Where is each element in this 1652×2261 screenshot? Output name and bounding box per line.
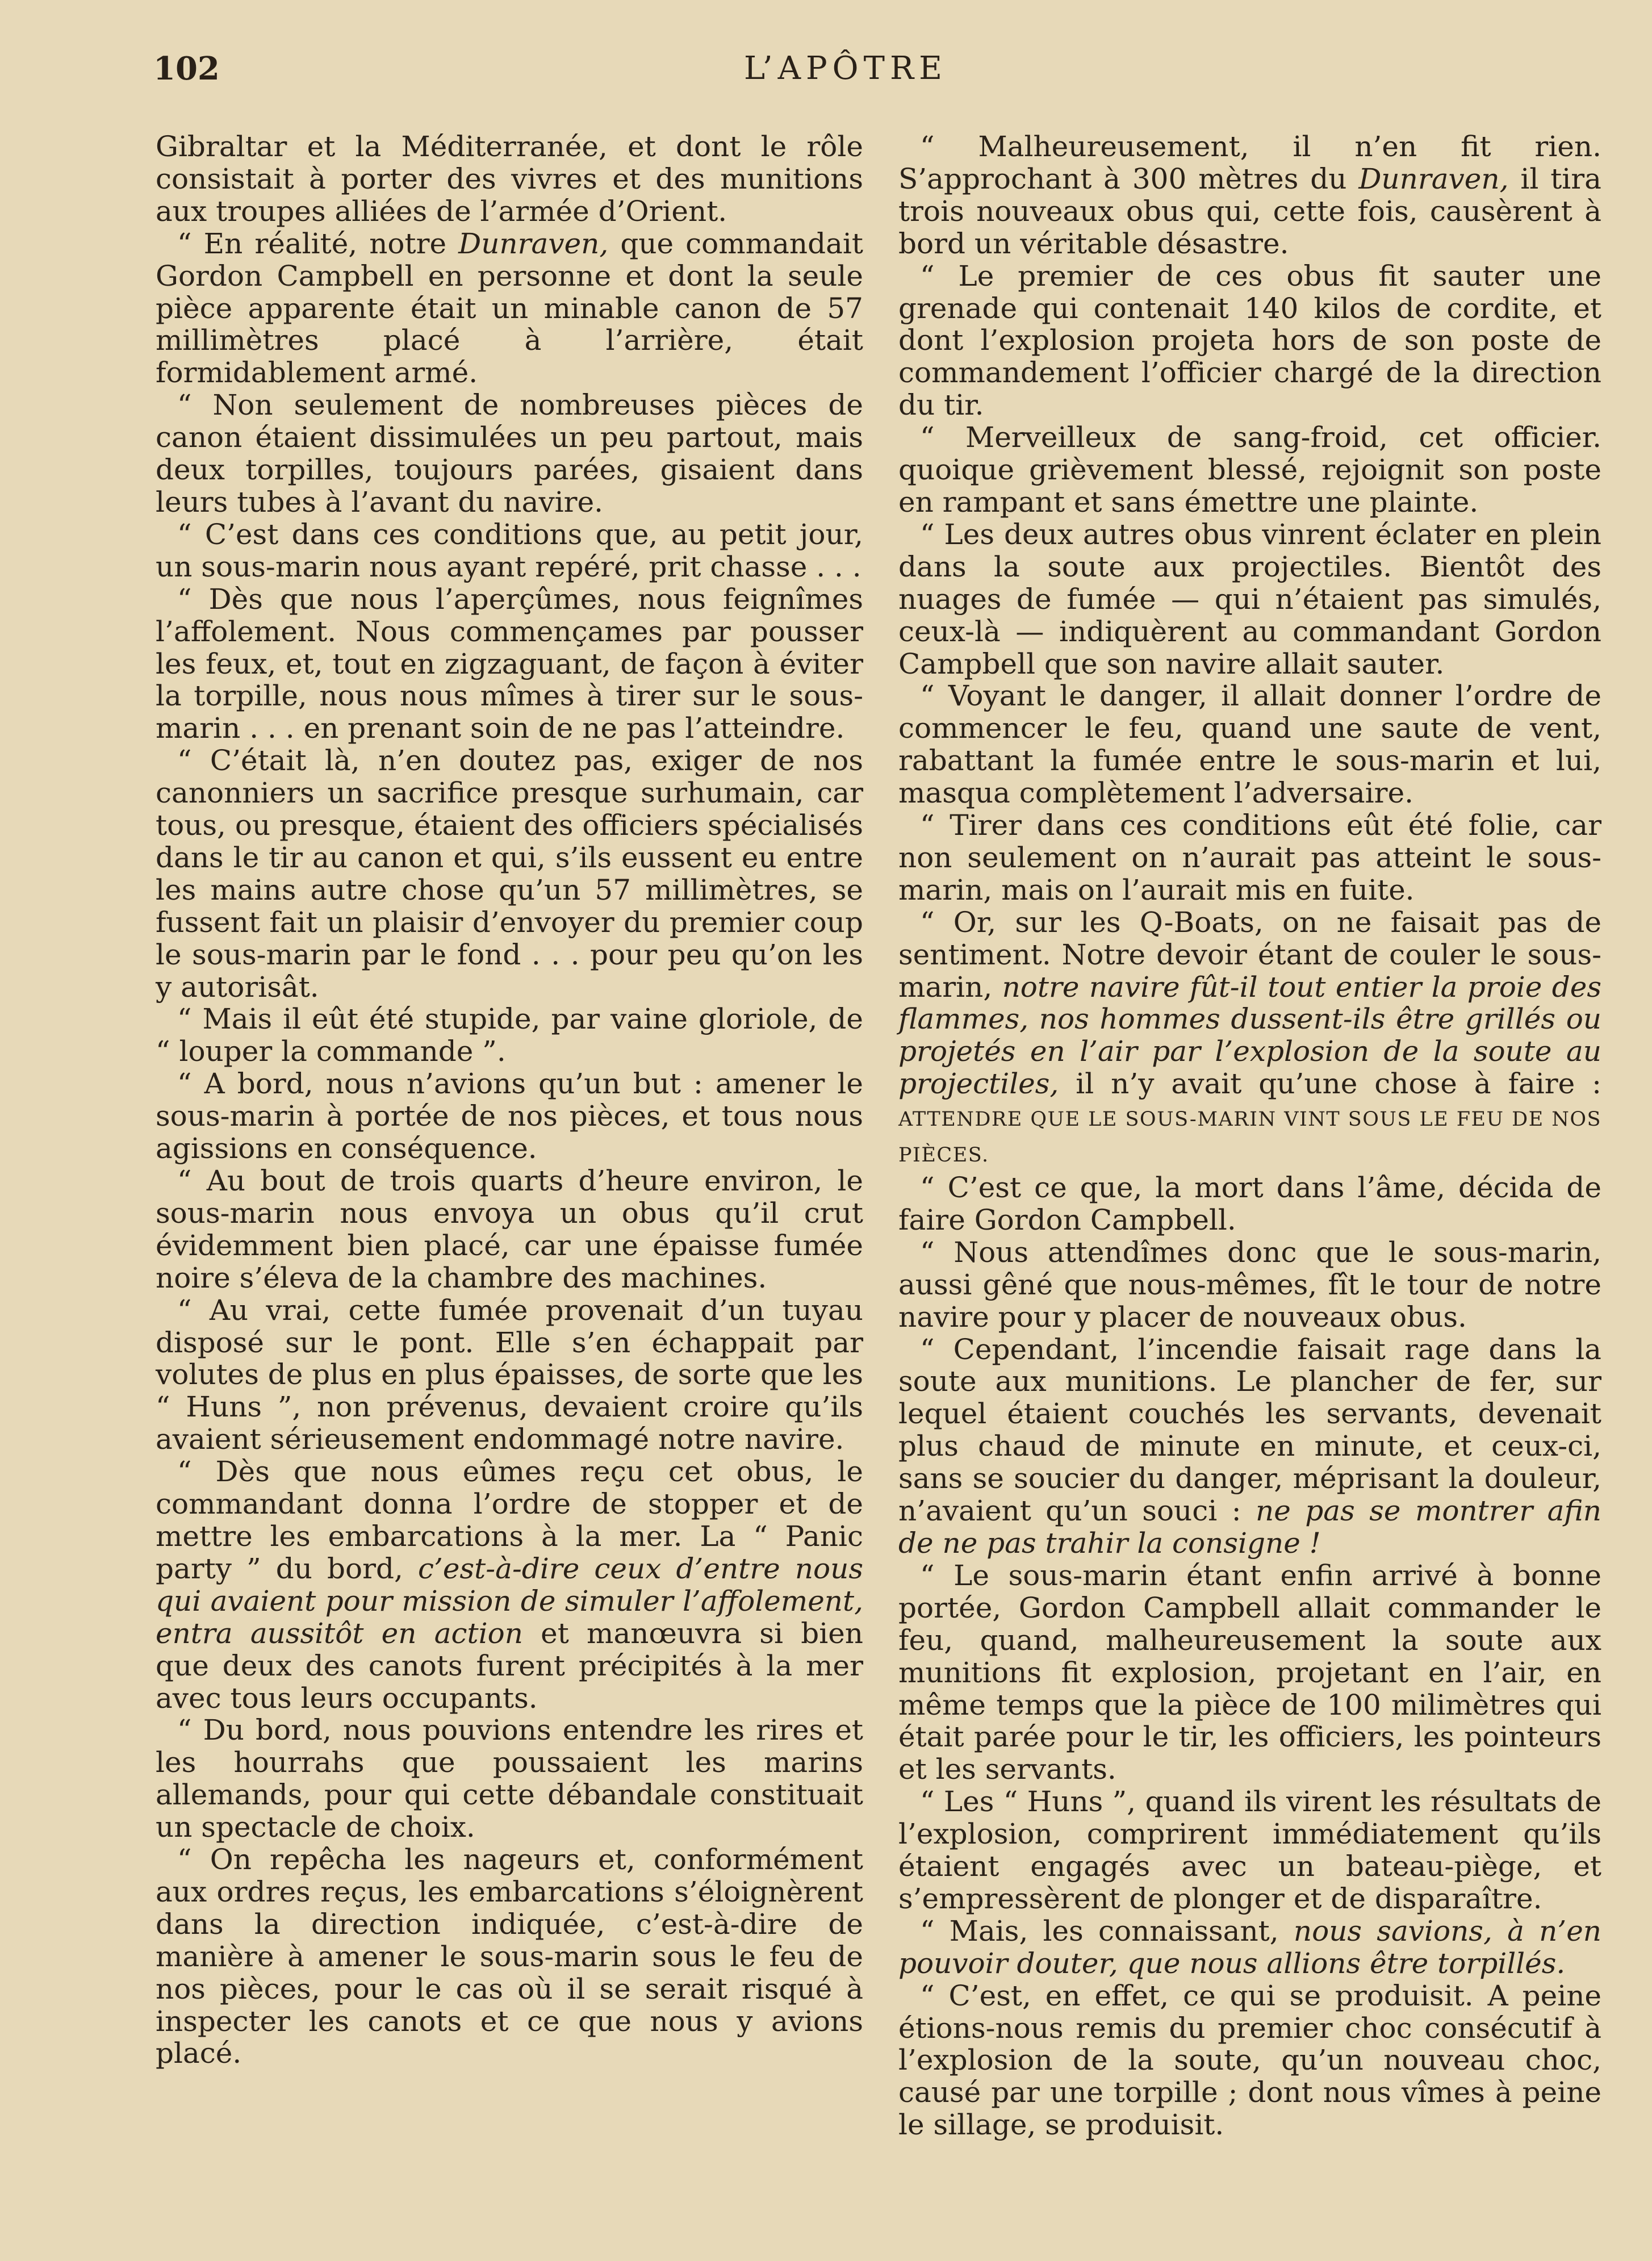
paragraph-text: “ C’est, en effet, ce qui se produisit. A peine étions-nous remis du premier choc consécutif à l’explosion de la soute, qu’un nouveau choc, causé par une torpille ; dont nous vîmes à peine le sillage, se produisit. [898, 1979, 1601, 2142]
paragraph [898, 1915, 1601, 1980]
running-title: L’APÔTRE [744, 50, 947, 87]
paragraph [156, 1714, 863, 1844]
paragraph-text: “ Les deux autres obus vinrent éclater en plein dans la soute aux projectiles. Bientôt des nuages de fumée — qui n’étaient pas simulés, ceux-là — indiquèrent au commandant Gordon Campbell que son navire allait sauter. [898, 517, 1601, 680]
right-text-column [898, 131, 1601, 2141]
paragraph-text: “ Cependant, l’incendie faisait rage dans la soute aux munitions. Le plancher de fer, sur lequel étaient couchés les servants, devenait plus chaud de minute en minute, et ceux-ci, sans se soucier du danger, méprisant la douleur, n’avaient qu’un souci : [898, 1332, 1601, 1528]
paragraph [156, 1294, 863, 1456]
paragraph-text: “ Nous attendîmes donc que le sous-marin, aussi gêné que nous-mêmes, fît le tour de notre navire pour y placer de nouveaux obus. [898, 1235, 1601, 1334]
paragraph-text: “ Mais, les connaissant, [920, 1914, 1294, 1947]
paragraph-text: “ Non seulement de nombreuses pièces de canon étaient dissimulées un peu partout, mais deux torpilles, toujours parées, gisaient dans leurs tubes à l’avant du navire. [156, 388, 863, 519]
paragraph-text: “ Dès que nous eûmes reçu cet obus, le commandant donna l’ordre de stopper et de mettre les embarcations à la mer. La “ Panic party ” du bord, [156, 1455, 863, 1585]
paragraph-text: “ C’était là, n’en doutez pas, exiger de nos canonniers un sacrifice presque surhumain, car tous, ou presque, étaient des officiers spécialisés dans le tir au canon et qui, s’ils eussent eu entre les mains autre chose qu’un 57 millimètres, se fussent fait un plaisir d’envoyer du premier coup le sous-marin par le fond . . . pour peu qu’on les y autorisât. [156, 744, 863, 1004]
paragraph-text: ATTENDRE QUE LE SOUS-MARIN VINT SOUS LE FEU DE NOS PIÈCES. [898, 1108, 1601, 1167]
paragraph-text: “ Le sous-marin étant enfin arrivé à bonne portée, Gordon Campbell allait commander le feu, quand, malheureusement la soute aux munitions fit explosion, projetant en l’air, en même temps que la pièce de 100 milimètres qui était parée pour le tir, les officiers, les pointeurs et les servants. [898, 1558, 1601, 1786]
paragraph-text: “ En réalité, notre [177, 227, 459, 260]
paragraph [898, 1980, 1601, 2142]
paragraph-text: “ A bord, nous n’avions qu’un but : amener le sous-marin à portée de nos pièces, et tous nous agissions en conséquence. [156, 1067, 863, 1165]
paragraph [156, 745, 863, 1003]
paragraph [898, 131, 1601, 260]
paragraph-text: que commandait Gordon Campbell en personne et dont la seule pièce apparente était un minable canon de 57 millimètres placé à l’arrière, était formidablement armé. [156, 227, 863, 390]
paragraph-text: et manœuvra si bien que deux des canots furent précipités à la mer avec tous leurs occupants. [156, 1616, 863, 1715]
paragraph-text: “ Les “ Huns ”, quand ils virent les résultats de l’explosion, comprirent immédiatement qu’ils étaient engagés avec un bateau-piège, et s’empressèrent de plonger et de disparaître. [898, 1785, 1601, 1915]
paragraph [898, 1560, 1601, 1786]
paragraph-text: Dunraven, [458, 227, 609, 260]
paragraph-text: “ Mais il eût été stupide, par vaine gloriole, de “ louper la commande ”. [156, 1002, 863, 1068]
paragraph [156, 519, 863, 583]
paragraph [898, 260, 1601, 422]
paragraph [156, 1456, 863, 1714]
paragraph [898, 1786, 1601, 1915]
paragraph-text: “ On repêcha les nageurs et, conformément aux ordres reçus, les embarcations s’éloignèrent dans la direction indiquée, c’est-à-dire de manière à amener le sous-marin sous le feu de nos pièces, pour le cas où il se serait risqué à inspecter les canots et ce que nous y avions placé. [156, 1843, 863, 2070]
paragraph-text: Gibraltar et la Méditerranée, et dont le rôle consistait à porter des vivres et des munitions aux troupes alliées de l’armée d’Orient. [156, 130, 863, 228]
page-number: 102 [153, 50, 220, 87]
paragraph [156, 389, 863, 519]
paragraph-text: “ Au bout de trois quarts d’heure environ, le sous-marin nous envoya un obus qu’il crut évidemment bien placé, car une épaisse fumée noire s’éleva de la chambre des machines. [156, 1164, 863, 1294]
paragraph [156, 1003, 863, 1068]
paragraph-text: ne pas se montrer afin de ne pas trahir la consigne ! [898, 1494, 1601, 1560]
paragraph-text: il tira trois nouveaux obus qui, cette fois, causèrent à bord un véritable désastre. [898, 162, 1601, 260]
paragraph-text: “ Voyant le danger, il allait donner l’ordre de commencer le feu, quand une saute de vent, rabattant la fumée entre le sous-marin et lui, masqua complètement l’adversaire. [898, 679, 1601, 810]
paragraph-text: “ Le premier de ces obus fit sauter une grenade qui contenait 140 kilos de cordite, et dont l’explosion projeta hors de son poste de commandement l’officier chargé de la direction du tir. [898, 259, 1601, 422]
paragraph [156, 583, 863, 745]
paragraph-text: Dunraven, [1358, 162, 1509, 195]
paragraph [156, 131, 863, 228]
paragraph-text: “ Tirer dans ces conditions eût été folie, car non seulement on n’aurait pas atteint le sous-marin, mais on l’aurait mis en fuite. [898, 809, 1601, 906]
paragraph-text: “ Du bord, nous pouvions entendre les rires et les hourrahs que poussaient les marins allemands, pour qui cette débandale constituait un spectacle de choix. [156, 1713, 863, 1844]
paragraph-text: “ Merveilleux de sang-froid, cet officier. quoique grièvement blessé, rejoignit son poste en rampant et sans émettre une plainte. [898, 421, 1601, 519]
paragraph [156, 1068, 863, 1165]
paragraph-text: “ C’est ce que, la mort dans l’âme, décida de faire Gordon Campbell. [898, 1171, 1601, 1236]
paragraph [898, 680, 1601, 809]
paragraph [156, 1844, 863, 2070]
paragraph-text: c’est-à-dire ceux d’entre nous qui avaient pour mission de simuler l’affolement, entra aussitôt en action [156, 1552, 863, 1650]
paragraph [898, 809, 1601, 906]
paragraph-text: “ Malheureusement, il n’en fit rien. S’approchant à 300 mètres du [898, 130, 1601, 195]
paragraph-text: notre navire fût-il tout entier la proie des flammes, nos hommes dussent-ils être grillés ou projetés en l’air par l’explosion de la soute au projectiles, [898, 970, 1601, 1101]
page-header [0, 50, 1652, 95]
paragraph [898, 421, 1601, 519]
paragraph-text: “ Au vrai, cette fumée provenait d’un tuyau disposé sur le pont. Elle s’en échappait par volutes de plus en plus épaisses, de sorte que les “ Huns ”, non prévenus, devaient croire qu’ils avaient sérieusement endommagé notre navire. [156, 1293, 863, 1456]
paragraph [898, 1334, 1601, 1560]
paragraph-text: “ Or, sur les Q-Boats, on ne faisait pas de sentiment. Notre devoir étant de couler le sous-marin, [898, 905, 1601, 1004]
paragraph [156, 228, 863, 390]
left-text-column [156, 131, 863, 2070]
paragraph-text: il n’y avait qu’une chose à faire : [1059, 1067, 1601, 1101]
paragraph [156, 1165, 863, 1294]
paragraph [898, 1236, 1601, 1334]
paragraph-text: “ Dès que nous l’aperçûmes, nous feignîmes l’affolement. Nous commençames par pousser les feux, et, tout en zigzaguant, de façon à éviter la torpille, nous nous mîmes à tirer sur le sous-marin . . . en prenant soin de ne pas l’atteindre. [156, 582, 863, 745]
paragraph [898, 906, 1601, 1172]
paragraph-text: “ C’est dans ces conditions que, au petit jour, un sous-marin nous ayant repéré, prit chasse . . . [156, 517, 863, 583]
paragraph-text: nous savions, à n’en pouvoir douter, que nous allions être torpillés. [898, 1914, 1601, 1980]
paragraph [898, 1172, 1601, 1236]
paragraph [898, 519, 1601, 680]
